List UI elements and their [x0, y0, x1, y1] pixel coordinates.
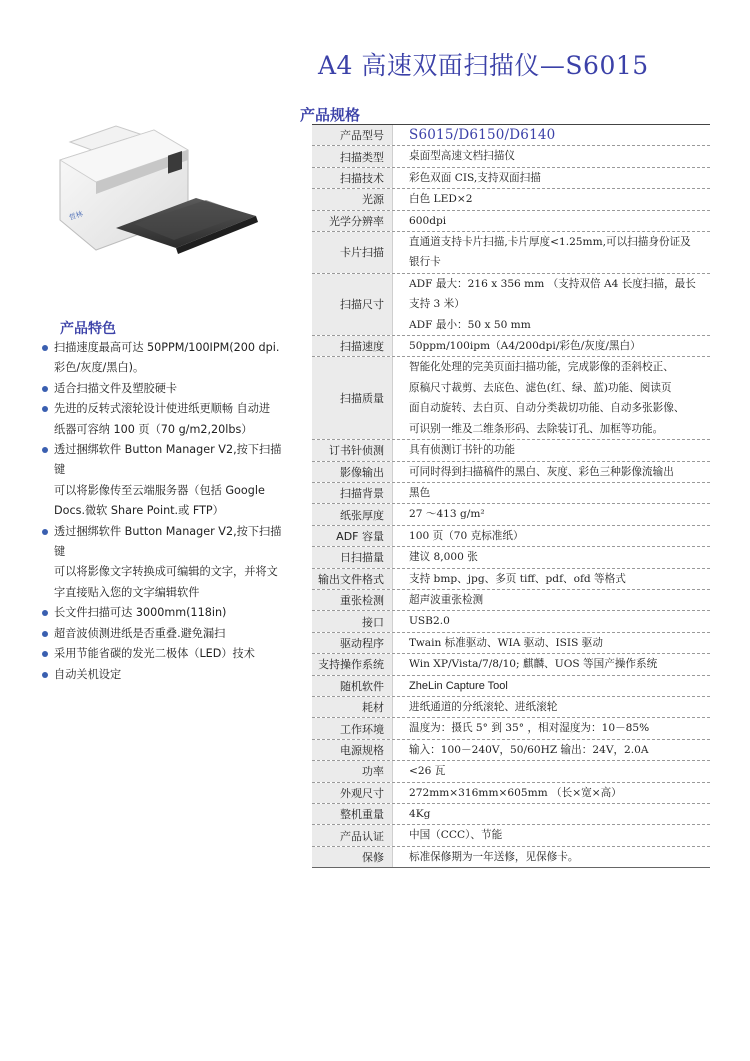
spec-label: 订书针侦测: [312, 440, 393, 460]
spec-value: [393, 440, 710, 460]
spec-value: [393, 526, 710, 546]
spec-value-line: Twain 标准驱动、WIA 驱动、ISIS 驱动: [409, 636, 603, 649]
spec-row: [312, 462, 710, 483]
spec-label: 支持操作系统: [312, 654, 393, 674]
spec-value-line: 输入：100－240V，50/60HZ 输出：24V，2.0A: [409, 743, 649, 756]
spec-value: [393, 761, 710, 781]
spec-row: [312, 825, 710, 846]
spec-value-line: 27 ～413 g/m²: [409, 508, 485, 521]
spec-value-line: 白色 LED×2: [409, 193, 473, 206]
spec-value-line: 具有侦测订书针的功能: [409, 444, 515, 457]
feature-line: 长文件扫描可达 3000mm(118in): [54, 606, 227, 620]
spec-label: 耗材: [312, 697, 393, 717]
spec-value: [393, 146, 710, 166]
spec-label: 扫描背景: [312, 483, 393, 503]
spec-label: 随机软件: [312, 676, 393, 696]
spec-row: [312, 125, 710, 146]
spec-value-line: 彩色双面 CIS,支持双面扫描: [409, 171, 541, 184]
spec-value: [393, 547, 710, 567]
spec-row: [312, 357, 710, 440]
spec-value-line: 银行卡: [409, 256, 441, 269]
spec-value-line: 原稿尺寸裁剪、去底色、滤色(红、绿、蓝)功能、阅读页: [409, 381, 672, 394]
spec-label: 保修: [312, 847, 393, 867]
spec-value-line: Win XP/Vista/7/8/10; 麒麟、UOS 等国产操作系统: [409, 658, 658, 671]
spec-row: [312, 189, 710, 210]
spec-value: [393, 274, 710, 335]
spec-value: [393, 168, 710, 188]
feature-item: [40, 644, 290, 664]
feature-line: 字直接贴入您的文字编辑软件: [54, 585, 200, 599]
spec-value: [393, 804, 710, 824]
spec-value: [393, 125, 710, 145]
spec-label: ADF 容量: [312, 526, 393, 546]
spec-value: [393, 825, 710, 845]
spec-value: [393, 211, 710, 231]
spec-value-line: 黑色: [409, 486, 431, 499]
feature-item: [40, 603, 290, 623]
page-title: A4 高速双面扫描仪—S6015: [318, 51, 649, 80]
spec-value-line: 桌面型高速文档扫描仪: [409, 150, 515, 163]
feature-line: Docs.微软 Share Point.或 FTP）: [54, 504, 224, 518]
feature-line: 彩色/灰度/黑白)。: [54, 361, 145, 375]
spec-label: 驱动程序: [312, 633, 393, 653]
spec-label: 扫描技术: [312, 168, 393, 188]
spec-row: [312, 569, 710, 590]
spec-value: [393, 336, 710, 356]
features-list: [40, 338, 290, 685]
spec-row: [312, 526, 710, 547]
spec-value: [393, 569, 710, 589]
feature-item: [40, 338, 290, 379]
spec-label: 光学分辨率: [312, 211, 393, 231]
spec-value-line: 智能化处理的完美页面扫描功能，完成影像的歪斜校正、: [409, 361, 674, 374]
spec-value: [393, 718, 710, 738]
spec-row: [312, 440, 710, 461]
spec-value: [393, 847, 710, 867]
spec-table: [312, 124, 710, 868]
spec-label: 影像输出: [312, 462, 393, 482]
spec-label: 外观尺寸: [312, 783, 393, 803]
spec-value-line: 可识别一维及二维条形码、去除装订孔、加框等功能。: [409, 422, 664, 435]
spec-label: 重张检测: [312, 590, 393, 610]
spec-row: [312, 146, 710, 167]
spec-label: 卡片扫描: [312, 232, 393, 273]
spec-value: [393, 611, 710, 631]
spec-value-line: 支持 3 米）: [409, 298, 465, 311]
spec-label: 产品型号: [312, 125, 393, 145]
spec-value: [393, 232, 710, 273]
spec-row: [312, 633, 710, 654]
spec-value: [393, 783, 710, 803]
spec-row: [312, 740, 710, 761]
spec-value-line: 272mm×316mm×605mm （长×宽×高）: [409, 786, 622, 799]
feature-item: [40, 440, 290, 522]
spec-value: [393, 676, 710, 696]
spec-value-line: ZheLin Capture Tool: [409, 679, 508, 692]
scanner-image: [56, 120, 266, 265]
spec-label: 扫描类型: [312, 146, 393, 166]
spec-row: [312, 504, 710, 525]
feature-item: [40, 522, 290, 604]
spec-value-line: 直通道支持卡片扫描,卡片厚度<1.25mm,可以扫描身份证及: [409, 236, 691, 249]
spec-value: [393, 189, 710, 209]
spec-row: [312, 676, 710, 697]
spec-value-line: ADF 最小：50 x 50 mm: [409, 318, 531, 331]
feature-item: [40, 665, 290, 685]
spec-row: [312, 761, 710, 782]
spec-label: 接口: [312, 611, 393, 631]
feature-line: 可以将影像传至云端服务器（包括 Google: [54, 483, 265, 497]
spec-row: [312, 483, 710, 504]
spec-value-line: 50ppm/100ipm（A4/200dpi/彩色/灰度/黑白）: [409, 340, 641, 353]
feature-item: [40, 399, 290, 440]
spec-value-line: S6015/D6150/D6140: [409, 127, 556, 143]
spec-value-line: 面自动旋转、去白页、自动分类裁切功能、自动多张影像、: [409, 402, 685, 415]
spec-value: [393, 357, 710, 439]
feature-line: 可以将影像文字转换成可编辑的文字，并将文: [54, 565, 278, 579]
spec-row: [312, 590, 710, 611]
spec-row: [312, 211, 710, 232]
spec-value: [393, 740, 710, 760]
spec-row: [312, 336, 710, 357]
spec-value-line: 中国（CCC）、节能: [409, 829, 503, 842]
spec-value: [393, 483, 710, 503]
spec-label: 日扫描量: [312, 547, 393, 567]
feature-line: 透过捆绑软件 Button Manager V2,按下扫描键: [54, 443, 282, 477]
spec-value-line: 支持 bmp、jpg、多页 tiff、pdf、ofd 等格式: [409, 572, 626, 585]
feature-line: 自动关机设定: [54, 667, 122, 681]
spec-label: 工作环境: [312, 718, 393, 738]
spec-value: [393, 697, 710, 717]
features-heading: 产品特色: [60, 321, 116, 337]
spec-value-line: 进纸通道的分纸滚轮、进纸滚轮: [409, 700, 558, 713]
spec-row: [312, 654, 710, 675]
spec-label: 电源规格: [312, 740, 393, 760]
spec-label: 产品认证: [312, 825, 393, 845]
spec-value: [393, 462, 710, 482]
spec-value-line: 建议 8,000 张: [409, 551, 478, 564]
spec-row: [312, 847, 710, 868]
spec-value-line: 100 页（70 克标准纸）: [409, 529, 524, 542]
spec-row: [312, 168, 710, 189]
svg-text:哲林: 哲林: [68, 209, 84, 222]
spec-row: [312, 783, 710, 804]
spec-row: [312, 547, 710, 568]
spec-value-line: 标准保修期为一年送修，见保修卡。: [409, 850, 579, 863]
spec-row: [312, 718, 710, 739]
feature-item: [40, 624, 290, 644]
spec-value-line: 4Kg: [409, 808, 431, 820]
feature-line: 适合扫描文件及塑胶硬卡: [54, 381, 178, 395]
spec-label: 光源: [312, 189, 393, 209]
spec-label: 整机重量: [312, 804, 393, 824]
feature-line: 扫描速度最高可达 50PPM/100IPM(200 dpi.: [54, 341, 280, 354]
spec-value: [393, 590, 710, 610]
spec-value: [393, 504, 710, 524]
feature-line: 超音波侦测进纸是否重叠.避免漏扫: [54, 626, 226, 640]
spec-label: 纸张厚度: [312, 504, 393, 524]
spec-value-line: 超声波重张检测: [409, 593, 484, 606]
spec-row: [312, 611, 710, 632]
spec-value-line: 温度为：摄氏 5° 到 35° ，相对湿度为：10－85%: [409, 722, 650, 735]
specs-heading: 产品规格: [300, 106, 361, 124]
spec-label: 功率: [312, 761, 393, 781]
spec-row: [312, 274, 710, 336]
spec-value: [393, 633, 710, 653]
feature-line: 采用节能省碳的发光二极体（LED）技术: [54, 647, 255, 661]
spec-value-line: ADF 最大：216 x 356 mm （支持双倍 A4 长度扫描，最长: [409, 277, 696, 290]
spec-label: 扫描速度: [312, 336, 393, 356]
spec-value-line: <26 瓦: [409, 765, 446, 778]
feature-line: 纸器可容纳 100 页（70 g/m2,20lbs）: [54, 422, 253, 436]
spec-label: 输出文件格式: [312, 569, 393, 589]
feature-line: 透过捆绑软件 Button Manager V2,按下扫描键: [54, 524, 282, 559]
spec-value-line: 可同时得到扫描稿件的黑白、灰度、彩色三种影像流输出: [409, 465, 674, 478]
spec-row: [312, 804, 710, 825]
feature-line: 先进的反转式滚轮设计使进纸更顺畅 自动进: [54, 402, 271, 416]
spec-value: [393, 654, 710, 674]
feature-item: [40, 379, 290, 399]
spec-label: 扫描质量: [312, 357, 393, 439]
spec-row: [312, 232, 710, 274]
spec-row: [312, 697, 710, 718]
spec-value-line: USB2.0: [409, 615, 450, 628]
spec-label: 扫描尺寸: [312, 274, 393, 335]
spec-value-line: 600dpi: [409, 214, 447, 227]
